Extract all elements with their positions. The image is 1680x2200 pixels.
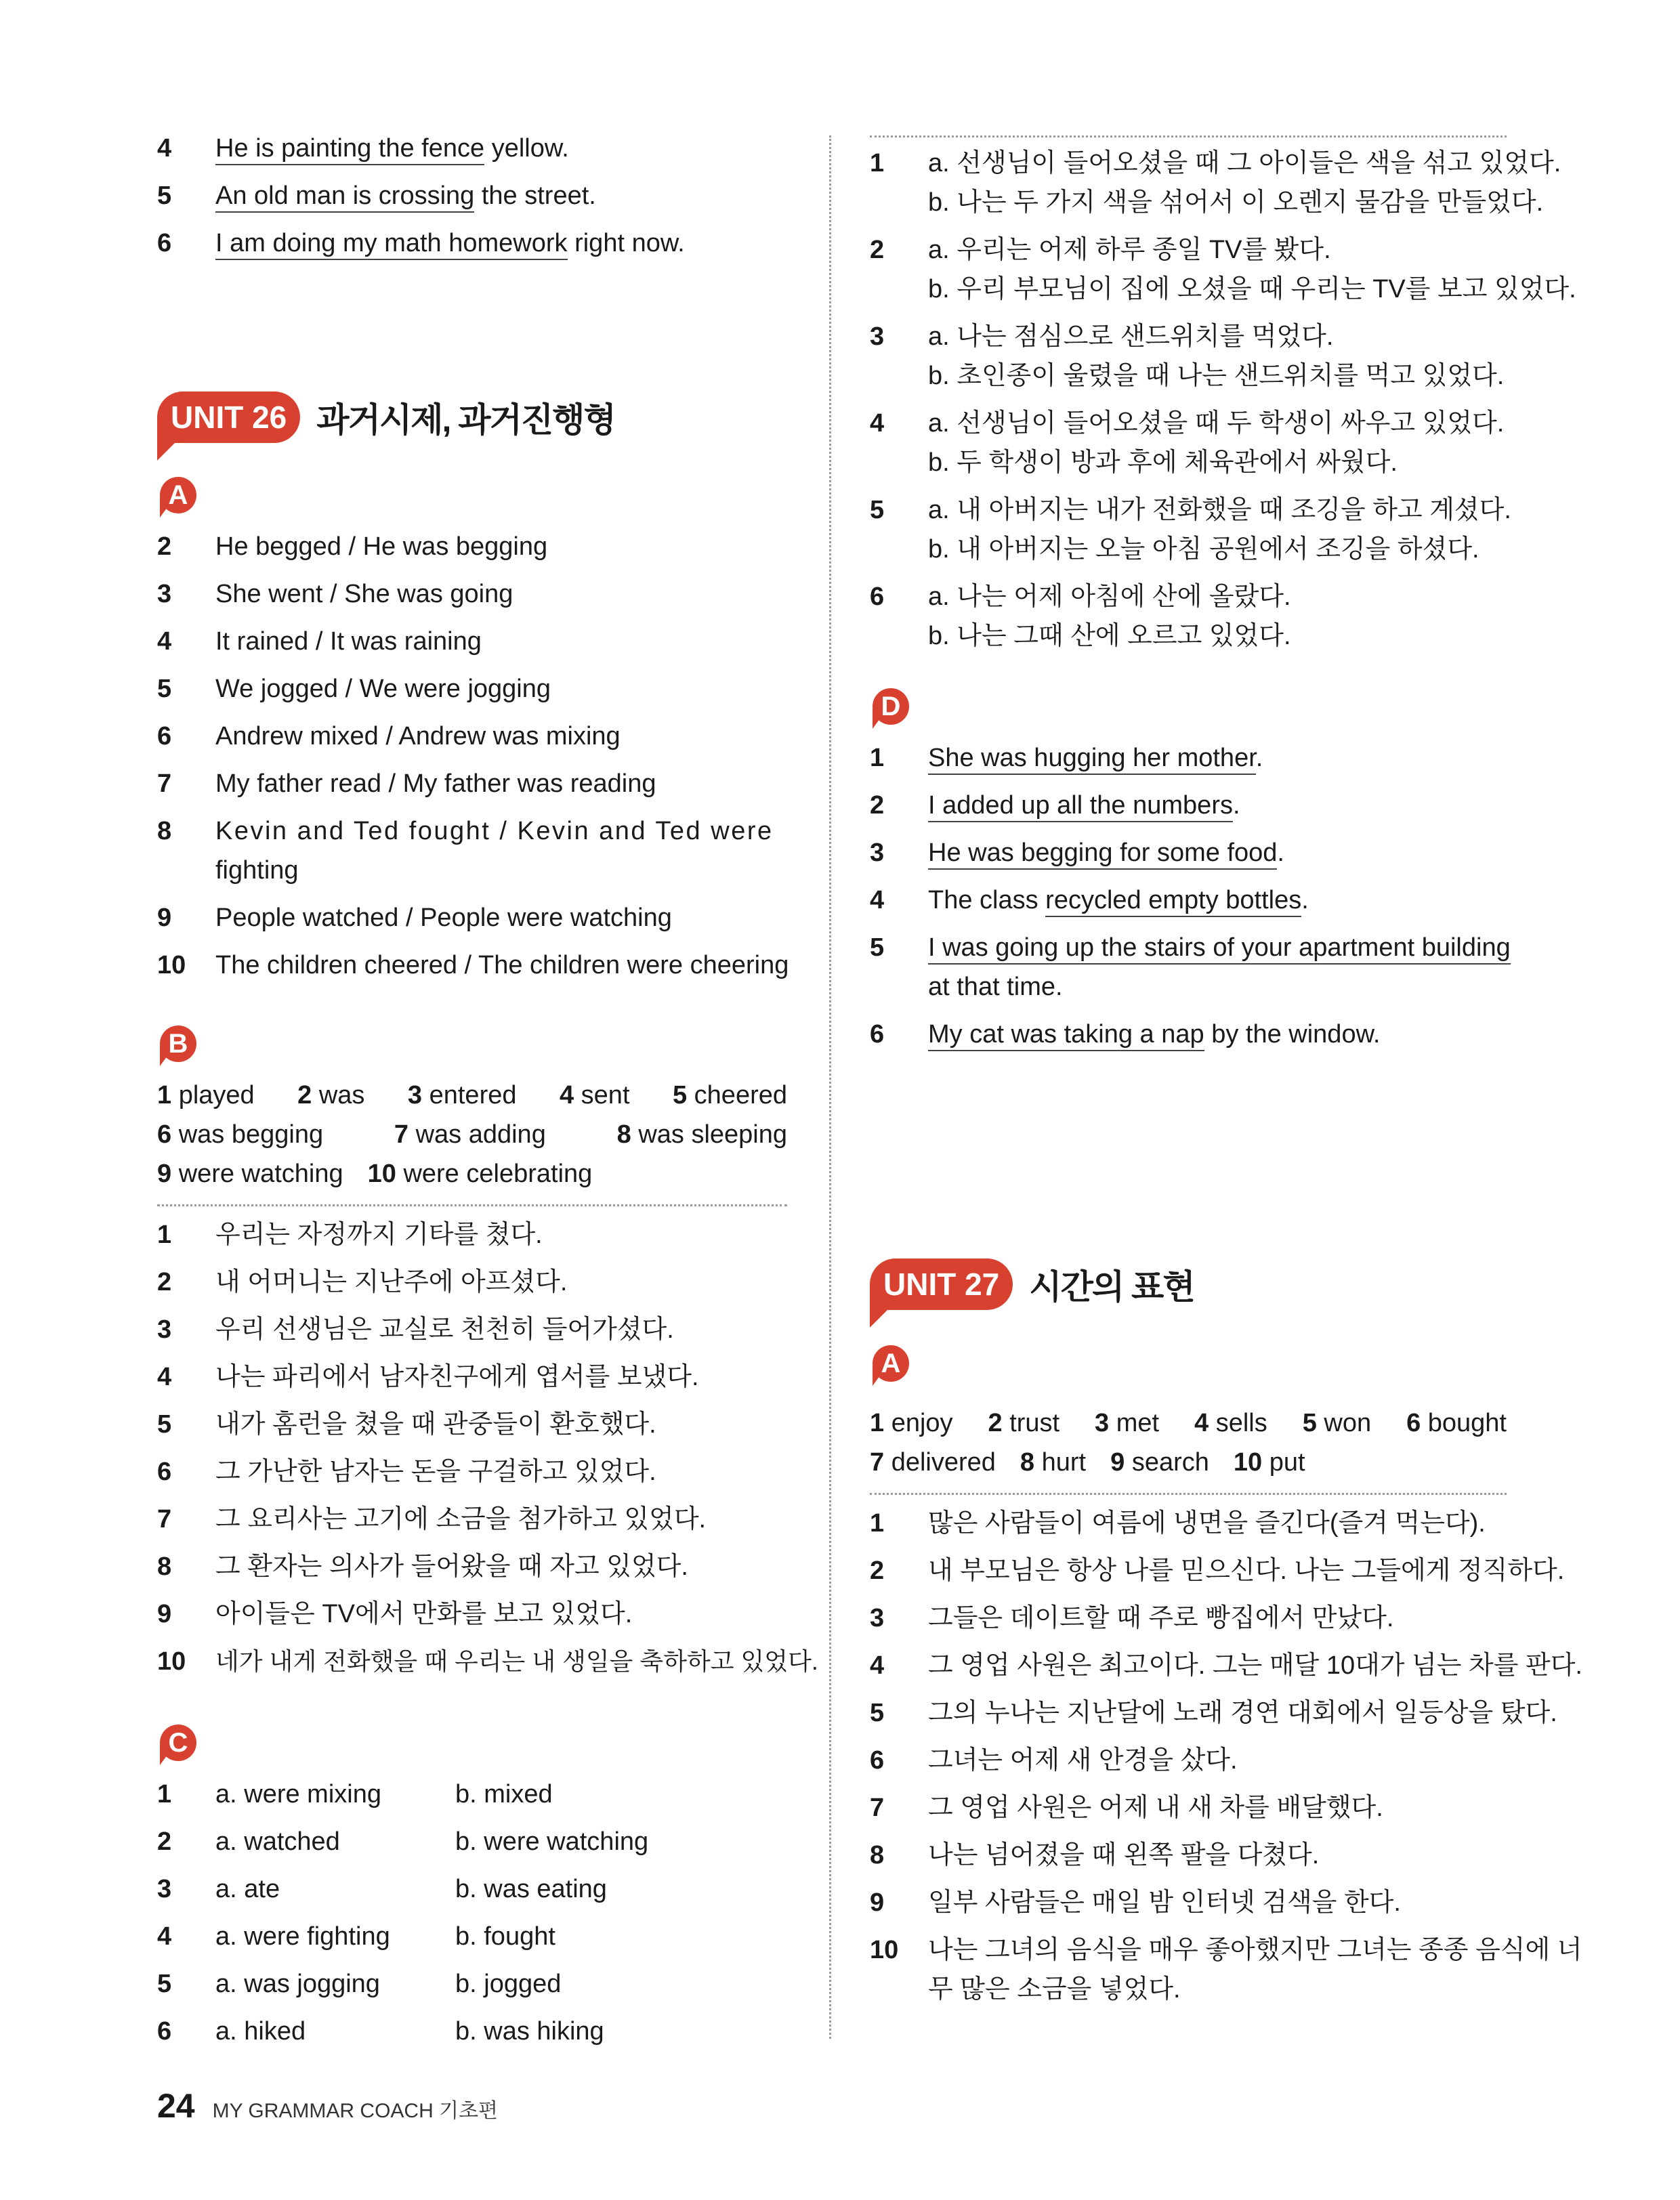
- page-footer: [157, 2086, 498, 2125]
- section-c-marker: C: [157, 1725, 198, 1760]
- section-d-marker: D: [870, 688, 910, 723]
- answer-words-line: 1 enjoy 2 trust 3 met 4 sells 5 won 6 bought: [870, 1409, 1507, 1437]
- answer-words-line: 1 played 2 was 3 entered 4 sent 5 cheered: [157, 1081, 787, 1109]
- dotted-divider: [870, 1493, 1507, 1495]
- page-number: 24: [157, 2087, 195, 2125]
- unit-27-heading: [870, 1258, 1194, 1310]
- section-b-marker: B: [157, 1025, 198, 1061]
- dotted-divider: [157, 1204, 787, 1206]
- unit-badge: UNIT 27: [870, 1258, 1013, 1310]
- section-a-marker: A: [870, 1345, 910, 1380]
- answer-words-line: 9 were watching 10 were celebrating: [157, 1160, 593, 1188]
- section-a-marker: A: [157, 477, 198, 512]
- column-divider: [829, 135, 831, 2039]
- unit-26-heading: [157, 392, 615, 443]
- dotted-divider: [870, 135, 1507, 138]
- unit-title: 시간의 표현: [1029, 1268, 1194, 1306]
- answer-words-line: 6 was begging 7 was adding 8 was sleeping: [157, 1120, 787, 1149]
- book-title: MY GRAMMAR COACH 기초편: [212, 2100, 499, 2122]
- unit-badge: UNIT 26: [157, 392, 300, 443]
- unit-title: 과거시제, 과거진행형: [316, 401, 615, 439]
- answer-words-line: 7 delivered 8 hurt 9 search 10 put: [870, 1448, 1305, 1477]
